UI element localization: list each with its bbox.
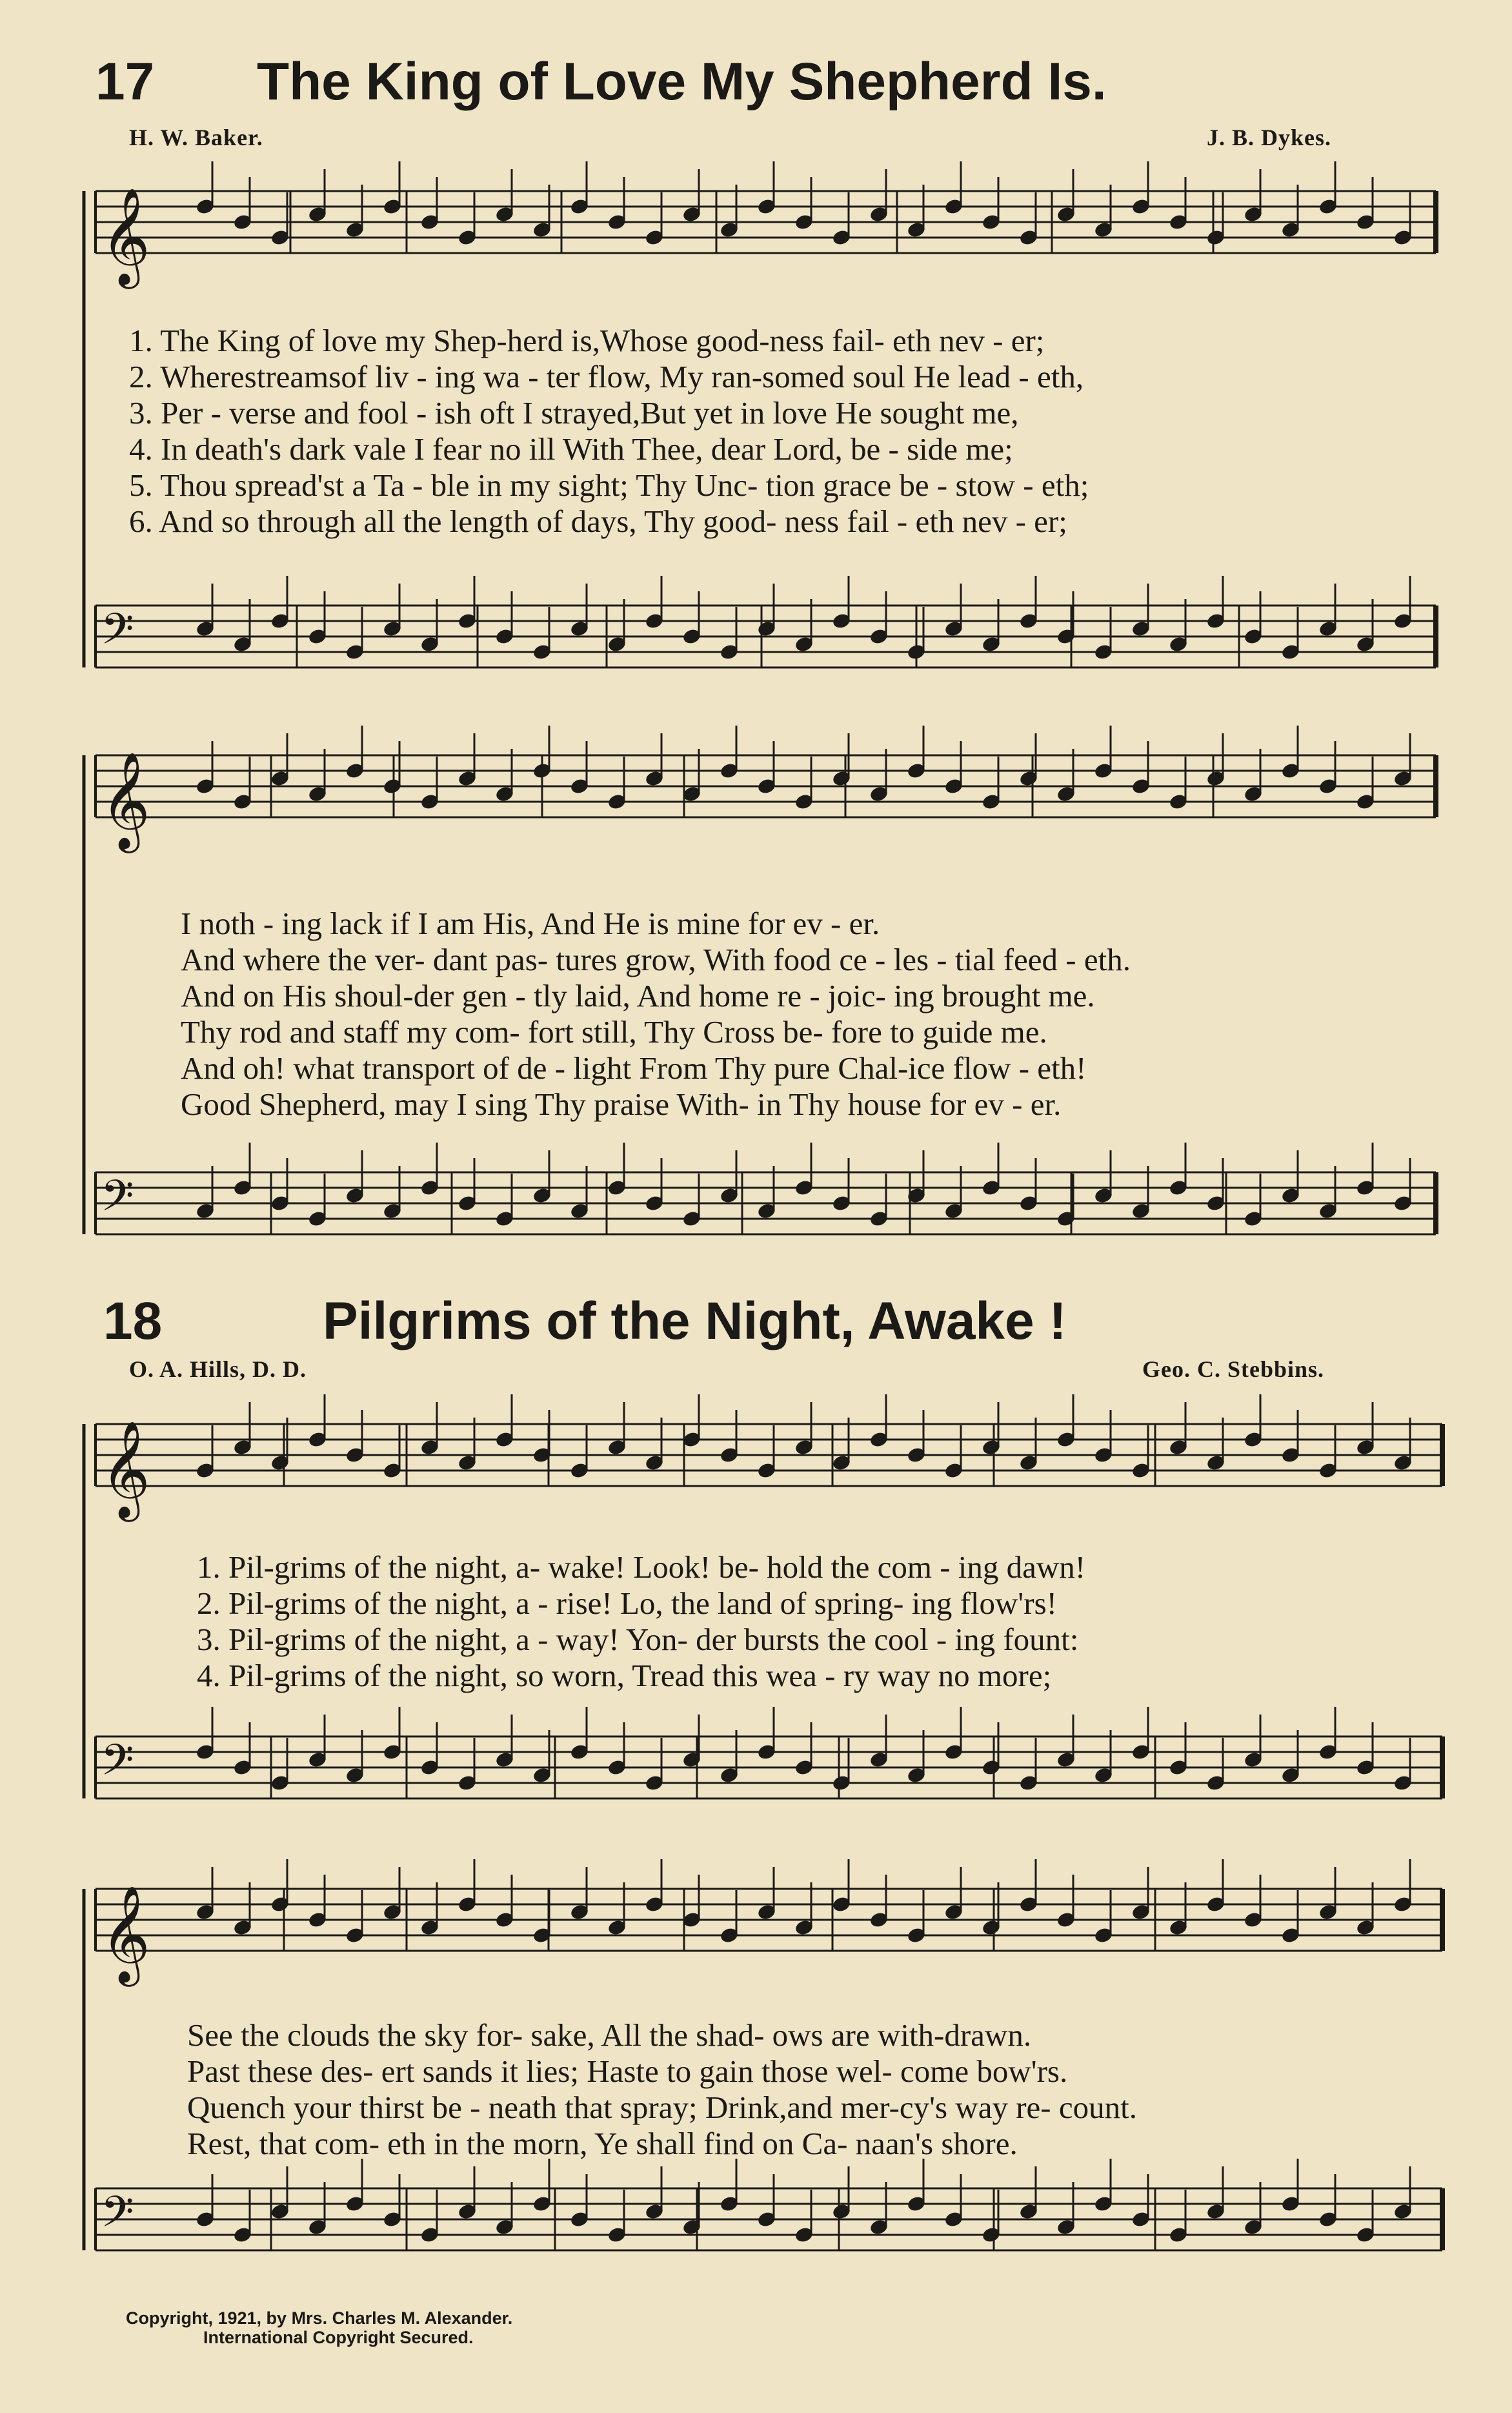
staff xyxy=(96,726,1436,853)
verse-line: 3. Per - verse and fool - ish oft I strayed,But yet in love He sought me, xyxy=(129,395,1019,431)
hymn-title: Pilgrims of the Night, Awake ! xyxy=(323,1292,1067,1350)
verse-line: 4. In death's dark vale I fear no ill With Thee, dear Lord, be - side me; xyxy=(129,431,1013,467)
hymn-composer: Geo. C. Stebbins. xyxy=(1142,1356,1325,1382)
staff xyxy=(96,1143,1436,1234)
verse-line: 2. Wherestreamsof liv - ing wa - ter flow, My ran-somed soul He lead - eth, xyxy=(129,359,1084,394)
staff xyxy=(96,161,1436,289)
refrain-line: Past these des- ert sands it lies; Haste to gain those wel- come bow'rs. xyxy=(187,2053,1068,2089)
verse-line: 1. Pil-grims of the night, a- wake! Look! be- hold the com - ing dawn! xyxy=(197,1549,1086,1585)
refrain-line: See the clouds the sky for- sake, All the shad- ows are with-drawn. xyxy=(187,2017,1032,2053)
hymn-title: The King of Love My Shepherd Is. xyxy=(257,52,1107,111)
verse-line: 3. Pil-grims of the night, a - way! Yon- der bursts the cool - ing fount: xyxy=(197,1622,1079,1657)
copyright-line: International Copyright Secured. xyxy=(203,2328,474,2347)
treble-clef-icon: 𝄞 xyxy=(101,751,150,849)
verse-block xyxy=(197,1549,1085,1694)
refrain-line: And oh! what transport of de - light From Thy pure Chal-ice flow - eth! xyxy=(181,1050,1087,1086)
staff xyxy=(96,576,1436,667)
bass-clef-icon: 𝄢 xyxy=(101,1735,134,1795)
staff xyxy=(96,1394,1442,1522)
bass-clef-icon: 𝄢 xyxy=(101,604,134,664)
refrain-line: And on His shoul-der gen - tly laid, And home re - joic- ing brought me. xyxy=(181,978,1095,1013)
hymn-author: O. A. Hills, D. D. xyxy=(129,1356,307,1382)
treble-clef-icon: 𝄞 xyxy=(101,187,150,285)
hymn-composer: J. B. Dykes. xyxy=(1207,125,1332,150)
refrain-line: Quench your thirst be - neath that spray; Drink,and mer-cy's way re- count. xyxy=(187,2090,1137,2125)
copyright-notice xyxy=(126,2308,512,2347)
hymn-number: 18 xyxy=(103,1292,163,1350)
refrain-line: And where the ver- dant pas- tures grow, With food ce - les - tial feed - eth. xyxy=(181,942,1131,977)
treble-clef-icon: 𝄞 xyxy=(101,1420,150,1518)
refrain-line: Thy rod and staff my com- fort still, Thy Cross be- fore to guide me. xyxy=(181,1014,1047,1050)
bass-clef-icon: 𝄢 xyxy=(101,2187,134,2247)
staff xyxy=(96,2159,1442,2250)
refrain-line: Rest, that com- eth in the morn, Ye shall find on Ca- naan's shore. xyxy=(187,2126,1018,2161)
staff xyxy=(96,1707,1442,1798)
refrain-block xyxy=(181,906,1131,1123)
hymn-author: H. W. Baker. xyxy=(129,125,263,150)
verse-line: 4. Pil-grims of the night, so worn, Tread this wea - ry way no more; xyxy=(197,1658,1052,1693)
treble-clef-icon: 𝄞 xyxy=(101,1884,150,1982)
hymn-number: 17 xyxy=(96,52,155,111)
copyright-line: Copyright, 1921, by Mrs. Charles M. Alexander. xyxy=(126,2308,513,2328)
refrain-block xyxy=(187,2017,1137,2162)
verse-line: 1. The King of love my Shep-herd is,Whose good-ness fail- eth nev - er; xyxy=(129,323,1045,358)
staff xyxy=(96,1859,1442,1987)
verse-line: 5. Thou spread'st a Ta - ble in my sight; Thy Unc- tion grace be - stow - eth; xyxy=(129,467,1089,503)
refrain-line: I noth - ing lack if I am His, And He is mine for ev - er. xyxy=(181,906,880,941)
verse-line: 2. Pil-grims of the night, a - rise! Lo, the land of spring- ing flow'rs! xyxy=(197,1585,1057,1621)
refrain-line: Good Shepherd, may I sing Thy praise With- in Thy house for ev - er. xyxy=(181,1086,1062,1122)
bass-clef-icon: 𝄢 xyxy=(101,1171,134,1231)
verse-line: 6. And so through all the length of days, Thy good- ness fail - eth nev - er; xyxy=(129,504,1067,539)
verse-block xyxy=(129,323,1089,540)
